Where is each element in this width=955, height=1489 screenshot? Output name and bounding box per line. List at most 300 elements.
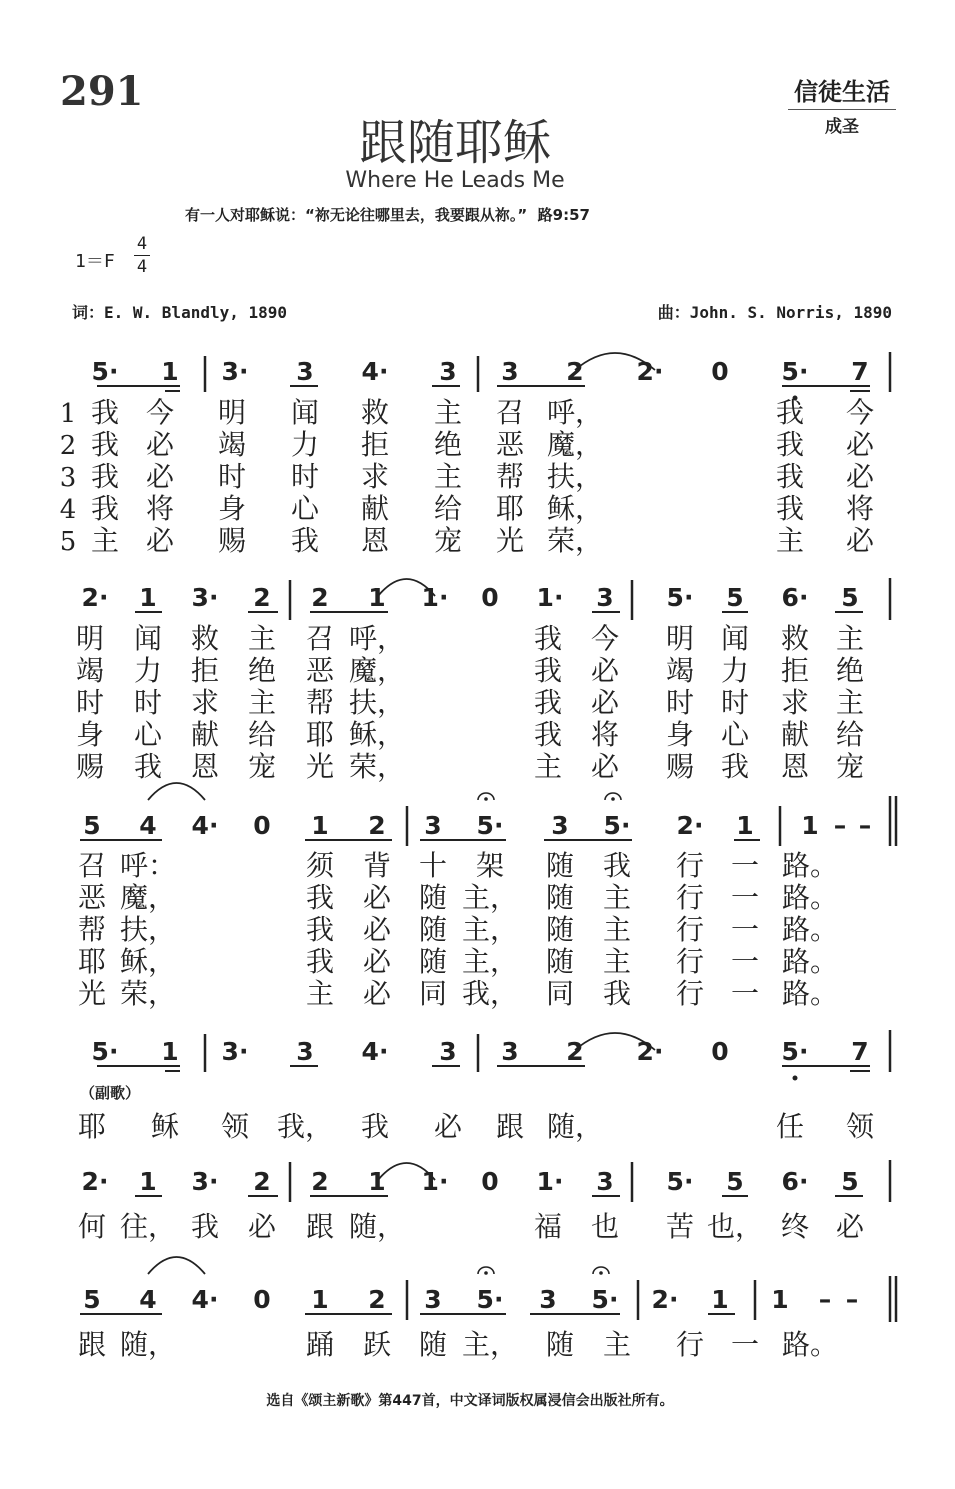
lyric-syllable: 稣 — [150, 1110, 180, 1143]
lyric-syllable: 主， — [461, 881, 519, 914]
note: 7 — [851, 357, 869, 386]
lyric-syllable: 主 — [602, 1328, 632, 1361]
lyric-syllable: 随， — [119, 1328, 177, 1361]
note: 1 — [139, 583, 157, 612]
lyric-syllable: 帮 — [495, 460, 525, 493]
lyric-syllable: 救 — [780, 622, 810, 655]
note: – — [833, 811, 847, 840]
note: 1 — [139, 1167, 157, 1196]
note: – — [858, 811, 872, 840]
lyric-syllable: 我 — [775, 460, 805, 493]
lyric-syllable: 救 — [190, 622, 220, 655]
lyric-syllable: 帮 — [305, 686, 335, 719]
lyric-syllable: 闻 — [133, 622, 163, 655]
lyric-syllable: 求 — [190, 686, 220, 719]
lyric-syllable: 我 — [602, 849, 632, 882]
lyric-syllable: 主 — [433, 460, 463, 493]
lyric-syllable: 耶 — [77, 945, 107, 978]
lyric-syllable: 路。 — [781, 849, 839, 882]
note: 3· — [221, 1037, 249, 1066]
lyric-syllable: 宠 — [835, 750, 865, 783]
scripture-epigraph: 有一人对耶稣说：“祢无论往哪里去，我要跟从祢。” 路9:57 — [185, 206, 590, 224]
lyric-syllable: 恩 — [190, 750, 220, 783]
note: 5 — [726, 1167, 744, 1196]
lyric-syllable: 时 — [217, 460, 247, 493]
lyric-syllable: 行 — [675, 881, 705, 914]
lyric-syllable: 我 — [90, 396, 120, 429]
note: 2 — [368, 811, 386, 840]
lyric-syllable: 行 — [675, 1328, 705, 1361]
lyric-syllable: 今 — [845, 396, 875, 429]
lyric-syllable: 力 — [290, 428, 320, 461]
lyric-syllable: 必 — [247, 1210, 277, 1243]
lyric-syllable: 我 — [305, 881, 335, 914]
lyric-syllable: 一 — [730, 913, 760, 946]
note: 2 — [311, 1167, 329, 1196]
lyric-syllable: 路。 — [781, 913, 839, 946]
tie-slur — [148, 1257, 205, 1274]
lyric-syllable: 主 — [433, 396, 463, 429]
lyric-syllable: 随， — [348, 1210, 406, 1243]
lyric-syllable: 宠 — [433, 524, 463, 557]
lyric-syllable: 竭 — [665, 654, 695, 687]
lyric-syllable: 呼： — [119, 849, 177, 882]
verse-number: 4 — [59, 495, 77, 525]
lyric-syllable: 同 — [545, 977, 575, 1010]
lyric-syllable: 心 — [133, 718, 163, 751]
lyric-syllable: 光 — [77, 977, 107, 1010]
note: 2· — [651, 1285, 679, 1314]
note: 1 — [368, 1167, 386, 1196]
note: 1 — [711, 1285, 729, 1314]
note: 0 — [481, 1167, 499, 1196]
lyricist-credit: 词：E. W. Blandly, 1890 — [72, 303, 288, 322]
lyric-syllable: 领 — [845, 1110, 875, 1143]
verse-number: 5 — [59, 527, 77, 557]
note: 3 — [596, 1167, 614, 1196]
lyric-syllable: 跟 — [77, 1328, 107, 1361]
lyric-syllable: 给 — [835, 718, 865, 751]
note: 5· — [666, 583, 694, 612]
lyric-syllable: 背 — [362, 849, 392, 882]
lyric-syllable: 心 — [720, 718, 750, 751]
lyric-syllable: 绝 — [433, 428, 463, 461]
lyric-syllable: 主 — [835, 686, 865, 719]
lyric-syllable: 呼， — [348, 622, 406, 655]
lyric-syllable: 时 — [665, 686, 695, 719]
lyric-syllable: 魔， — [348, 654, 406, 687]
lyric-syllable: 恶 — [495, 428, 525, 461]
note: 0 — [253, 1285, 271, 1314]
lyric-syllable: 跃 — [362, 1328, 392, 1361]
lyric-syllable: 架 — [475, 849, 505, 882]
lyric-syllable: 召 — [77, 849, 107, 882]
lyric-syllable: 光 — [495, 524, 525, 557]
lyric-syllable: 行 — [675, 913, 705, 946]
note: 5 — [841, 583, 859, 612]
note: 2 — [253, 583, 271, 612]
key-signature: 1＝F — [75, 251, 115, 272]
lyric-syllable: 呼， — [546, 396, 604, 429]
note: 3 — [501, 357, 519, 386]
lyric-syllable: 须 — [305, 849, 335, 882]
note: 3· — [191, 1167, 219, 1196]
lyric-syllable: 主 — [602, 945, 632, 978]
lyric-syllable: 扶， — [546, 460, 604, 493]
note: 2· — [636, 357, 664, 386]
fermata-dot — [599, 1271, 603, 1275]
lyric-syllable: 我 — [533, 686, 563, 719]
lyric-syllable: 必 — [845, 428, 875, 461]
note: 3 — [439, 1037, 457, 1066]
page-title: 跟随耶稣 — [358, 115, 551, 171]
lyric-syllable: 主 — [602, 913, 632, 946]
lyric-syllable: 主 — [247, 622, 277, 655]
note: 6· — [781, 583, 809, 612]
lyric-syllable: 我 — [305, 945, 335, 978]
lyric-syllable: 随 — [418, 1328, 448, 1361]
lyric-syllable: 竭 — [217, 428, 247, 461]
note: 7 — [851, 1037, 869, 1066]
lyric-syllable: 我 — [533, 718, 563, 751]
lyric-syllable: 身 — [75, 718, 105, 751]
copyright-footer: 选自《颂主新歌》第447首，中文译词版权属浸信会出版社所有。 — [266, 1393, 674, 1409]
lyric-syllable: 行 — [675, 945, 705, 978]
lyric-syllable: 恩 — [780, 750, 810, 783]
lyric-syllable: 力 — [133, 654, 163, 687]
note: 3 — [551, 811, 569, 840]
lyric-syllable: 将 — [145, 492, 175, 525]
lyric-syllable: 我 — [775, 396, 805, 429]
note: 5· — [91, 1037, 119, 1066]
lyric-syllable: 耶 — [495, 492, 525, 525]
note: 5 — [83, 811, 101, 840]
lyric-syllable: 时 — [75, 686, 105, 719]
lyric-syllable: 必 — [590, 654, 620, 687]
lyric-syllable: 荣， — [546, 524, 604, 557]
lyric-syllable: 魔， — [119, 881, 177, 914]
lyric-syllable: 我 — [90, 460, 120, 493]
lyric-syllable: 我 — [133, 750, 163, 783]
lyric-syllable: 将 — [845, 492, 875, 525]
tie-slur — [148, 783, 205, 800]
lyric-syllable: 何 — [77, 1210, 107, 1243]
verse-number: 3 — [59, 463, 77, 493]
note: 1 — [311, 1285, 329, 1314]
note: 5· — [91, 357, 119, 386]
lyric-syllable: 跟 — [305, 1210, 335, 1243]
lyric-syllable: 拒 — [360, 428, 390, 461]
lyric-syllable: 主 — [247, 686, 277, 719]
note: 5· — [603, 811, 631, 840]
lyric-syllable: 主 — [533, 750, 563, 783]
note: 1 — [161, 1037, 179, 1066]
note: 3 — [539, 1285, 557, 1314]
lyric-syllable: 给 — [247, 718, 277, 751]
lyric-syllable: 明 — [217, 396, 247, 429]
lyric-syllable: 我 — [360, 1110, 390, 1143]
lyric-syllable: 我 — [775, 492, 805, 525]
note: 2· — [636, 1037, 664, 1066]
lyric-syllable: 耶 — [305, 718, 335, 751]
lyric-syllable: 今 — [145, 396, 175, 429]
lyric-syllable: 领 — [220, 1110, 250, 1143]
lyric-syllable: 一 — [730, 881, 760, 914]
lyric-syllable: 明 — [75, 622, 105, 655]
lyric-syllable: 时 — [290, 460, 320, 493]
note: 4· — [191, 1285, 219, 1314]
lyric-syllable: 路。 — [781, 1328, 839, 1361]
lyric-syllable: 求 — [780, 686, 810, 719]
lyric-syllable: 魔， — [546, 428, 604, 461]
note: 4· — [361, 1037, 389, 1066]
note: 1 — [311, 811, 329, 840]
lyric-syllable: 我 — [533, 622, 563, 655]
lyric-syllable: 主， — [461, 913, 519, 946]
note: 5 — [83, 1285, 101, 1314]
time-signature-top: 4 — [136, 234, 148, 254]
lyric-syllable: 我 — [190, 1210, 220, 1243]
note: 3 — [296, 357, 314, 386]
lyric-syllable: 一 — [730, 1328, 760, 1361]
lyric-syllable: 福 — [533, 1210, 563, 1243]
lyric-syllable: 我， — [276, 1110, 334, 1143]
lyric-syllable: 主， — [461, 1328, 519, 1361]
lyric-syllable: 身 — [217, 492, 247, 525]
lyric-syllable: 帮 — [77, 913, 107, 946]
lyric-syllable: 同 — [418, 977, 448, 1010]
lyric-syllable: 竭 — [75, 654, 105, 687]
lyric-syllable: 主 — [775, 524, 805, 557]
lyric-syllable: 必 — [145, 460, 175, 493]
lyric-syllable: 稣， — [348, 718, 406, 751]
lyric-syllable: 闻 — [720, 622, 750, 655]
lyric-syllable: 必 — [362, 913, 392, 946]
lyric-syllable: 一 — [730, 945, 760, 978]
lyric-syllable: 路。 — [781, 945, 839, 978]
lyric-syllable: 主 — [835, 622, 865, 655]
subcategory-label: 成圣 — [825, 117, 859, 137]
lyric-syllable: 扶， — [348, 686, 406, 719]
lyric-syllable: 终 — [780, 1210, 810, 1243]
lyric-syllable: 扶， — [119, 913, 177, 946]
note: 0 — [711, 1037, 729, 1066]
note: 5 — [726, 583, 744, 612]
lyric-syllable: 随 — [545, 913, 575, 946]
lyric-syllable: 必 — [590, 686, 620, 719]
note: 1· — [421, 1167, 449, 1196]
lyric-syllable: 召 — [305, 622, 335, 655]
lyric-syllable: 闻 — [290, 396, 320, 429]
lyric-syllable: 一 — [730, 977, 760, 1010]
composer-credit: 曲：John. S. Norris, 1890 — [657, 303, 892, 322]
octave-dot — [793, 1076, 798, 1081]
note: – — [818, 1285, 832, 1314]
lyric-syllable: 召 — [495, 396, 525, 429]
note: – — [845, 1285, 859, 1314]
note: 4 — [139, 811, 157, 840]
note: 4· — [361, 357, 389, 386]
lyric-syllable: 随 — [545, 881, 575, 914]
fermata-dot — [484, 1271, 488, 1275]
lyric-syllable: 今 — [590, 622, 620, 655]
lyric-syllable: 我 — [775, 428, 805, 461]
chorus-label: （副歌） — [80, 1084, 141, 1102]
lyric-syllable: 绝 — [835, 654, 865, 687]
lyric-syllable: 必 — [835, 1210, 865, 1243]
lyric-syllable: 我 — [602, 977, 632, 1010]
note: 0 — [253, 811, 271, 840]
lyric-syllable: 任 — [775, 1110, 805, 1143]
lyric-syllable: 给 — [433, 492, 463, 525]
note: 1· — [421, 583, 449, 612]
note: 5· — [781, 1037, 809, 1066]
lyric-syllable: 拒 — [780, 654, 810, 687]
note: 3 — [596, 583, 614, 612]
lyric-syllable: 也 — [590, 1210, 620, 1243]
note: 3 — [424, 1285, 442, 1314]
lyric-syllable: 主 — [90, 524, 120, 557]
lyric-syllable: 荣， — [119, 977, 177, 1010]
lyric-syllable: 我 — [720, 750, 750, 783]
note: 1· — [536, 583, 564, 612]
lyric-syllable: 踊 — [305, 1328, 335, 1361]
note: 1 — [736, 811, 754, 840]
time-signature-bottom: 4 — [136, 257, 148, 277]
lyric-syllable: 赐 — [665, 750, 695, 783]
note: 2 — [566, 1037, 584, 1066]
note: 3 — [296, 1037, 314, 1066]
note: 1 — [771, 1285, 789, 1314]
lyric-syllable: 光 — [305, 750, 335, 783]
lyric-syllable: 时 — [720, 686, 750, 719]
lyric-syllable: 路。 — [781, 977, 839, 1010]
lyric-syllable: 十 — [418, 849, 448, 882]
lyric-syllable: 心 — [290, 492, 320, 525]
lyric-syllable: 我， — [461, 977, 519, 1010]
lyric-syllable: 随， — [546, 1110, 604, 1143]
lyric-syllable: 必 — [145, 524, 175, 557]
lyric-syllable: 随 — [418, 913, 448, 946]
lyric-syllable: 献 — [780, 718, 810, 751]
lyric-syllable: 我 — [533, 654, 563, 687]
note: 2 — [311, 583, 329, 612]
note: 4· — [191, 811, 219, 840]
lyric-syllable: 随 — [418, 945, 448, 978]
note: 4 — [139, 1285, 157, 1314]
lyric-syllable: 行 — [675, 849, 705, 882]
note: 5· — [666, 1167, 694, 1196]
note: 2· — [676, 811, 704, 840]
lyric-syllable: 必 — [362, 945, 392, 978]
lyric-syllable: 往， — [119, 1210, 177, 1243]
note: 6· — [781, 1167, 809, 1196]
note: 1 — [801, 811, 819, 840]
note: 3 — [439, 357, 457, 386]
lyric-syllable: 苦 — [665, 1210, 695, 1243]
lyric-syllable: 时 — [133, 686, 163, 719]
note: 2 — [368, 1285, 386, 1314]
lyric-syllable: 宠 — [247, 750, 277, 783]
note: 3 — [501, 1037, 519, 1066]
fermata-dot — [484, 797, 488, 801]
lyric-syllable: 必 — [845, 460, 875, 493]
lyric-syllable: 稣， — [546, 492, 604, 525]
lyric-syllable: 必 — [362, 977, 392, 1010]
lyric-syllable: 赐 — [75, 750, 105, 783]
lyric-syllable: 拒 — [190, 654, 220, 687]
lyric-syllable: 主 — [602, 881, 632, 914]
lyric-syllable: 绝 — [247, 654, 277, 687]
note: 2 — [253, 1167, 271, 1196]
lyric-syllable: 主， — [461, 945, 519, 978]
lyric-syllable: 力 — [720, 654, 750, 687]
lyric-syllable: 恩 — [360, 524, 390, 557]
lyric-syllable: 我 — [305, 913, 335, 946]
lyric-syllable: 必 — [433, 1110, 463, 1143]
lyric-syllable: 我 — [90, 492, 120, 525]
note: 1 — [368, 583, 386, 612]
lyric-syllable: 我 — [90, 428, 120, 461]
english-title: Where He Leads Me — [345, 168, 565, 193]
lyric-syllable: 必 — [362, 881, 392, 914]
note: 5· — [781, 357, 809, 386]
lyric-syllable: 必 — [845, 524, 875, 557]
note: 2 — [566, 357, 584, 386]
note: 5 — [841, 1167, 859, 1196]
lyric-syllable: 耶 — [77, 1110, 107, 1143]
lyric-syllable: 随 — [545, 849, 575, 882]
lyric-syllable: 恶 — [77, 881, 107, 914]
lyric-syllable: 跟 — [495, 1110, 525, 1143]
lyric-syllable: 一 — [730, 849, 760, 882]
lyric-syllable: 我 — [290, 524, 320, 557]
lyric-syllable: 路。 — [781, 881, 839, 914]
note: 1· — [536, 1167, 564, 1196]
lyric-syllable: 求 — [360, 460, 390, 493]
note: 1 — [161, 357, 179, 386]
lyric-syllable: 稣， — [119, 945, 177, 978]
note: 0 — [711, 357, 729, 386]
note: 3 — [424, 811, 442, 840]
lyric-syllable: 主 — [305, 977, 335, 1010]
note: 0 — [481, 583, 499, 612]
hymn-number: 291 — [60, 68, 144, 115]
lyric-syllable: 随 — [545, 945, 575, 978]
note: 5· — [591, 1285, 619, 1314]
lyric-syllable: 必 — [590, 750, 620, 783]
lyric-syllable: 必 — [145, 428, 175, 461]
lyric-syllable: 明 — [665, 622, 695, 655]
note: 3· — [221, 357, 249, 386]
lyric-syllable: 将 — [590, 718, 620, 751]
lyric-syllable: 随 — [418, 881, 448, 914]
verse-number: 2 — [59, 431, 77, 461]
verse-number: 1 — [59, 399, 77, 429]
lyric-syllable: 荣， — [348, 750, 406, 783]
lyric-syllable: 随 — [545, 1328, 575, 1361]
note: 5· — [476, 811, 504, 840]
lyric-syllable: 恶 — [305, 654, 335, 687]
note: 5· — [476, 1285, 504, 1314]
lyric-syllable: 救 — [360, 396, 390, 429]
note: 2· — [81, 583, 109, 612]
lyric-syllable: 赐 — [217, 524, 247, 557]
lyric-syllable: 行 — [675, 977, 705, 1010]
lyric-syllable: 献 — [360, 492, 390, 525]
lyric-syllable: 也， — [706, 1210, 764, 1243]
category-label: 信徒生活 — [788, 72, 896, 110]
